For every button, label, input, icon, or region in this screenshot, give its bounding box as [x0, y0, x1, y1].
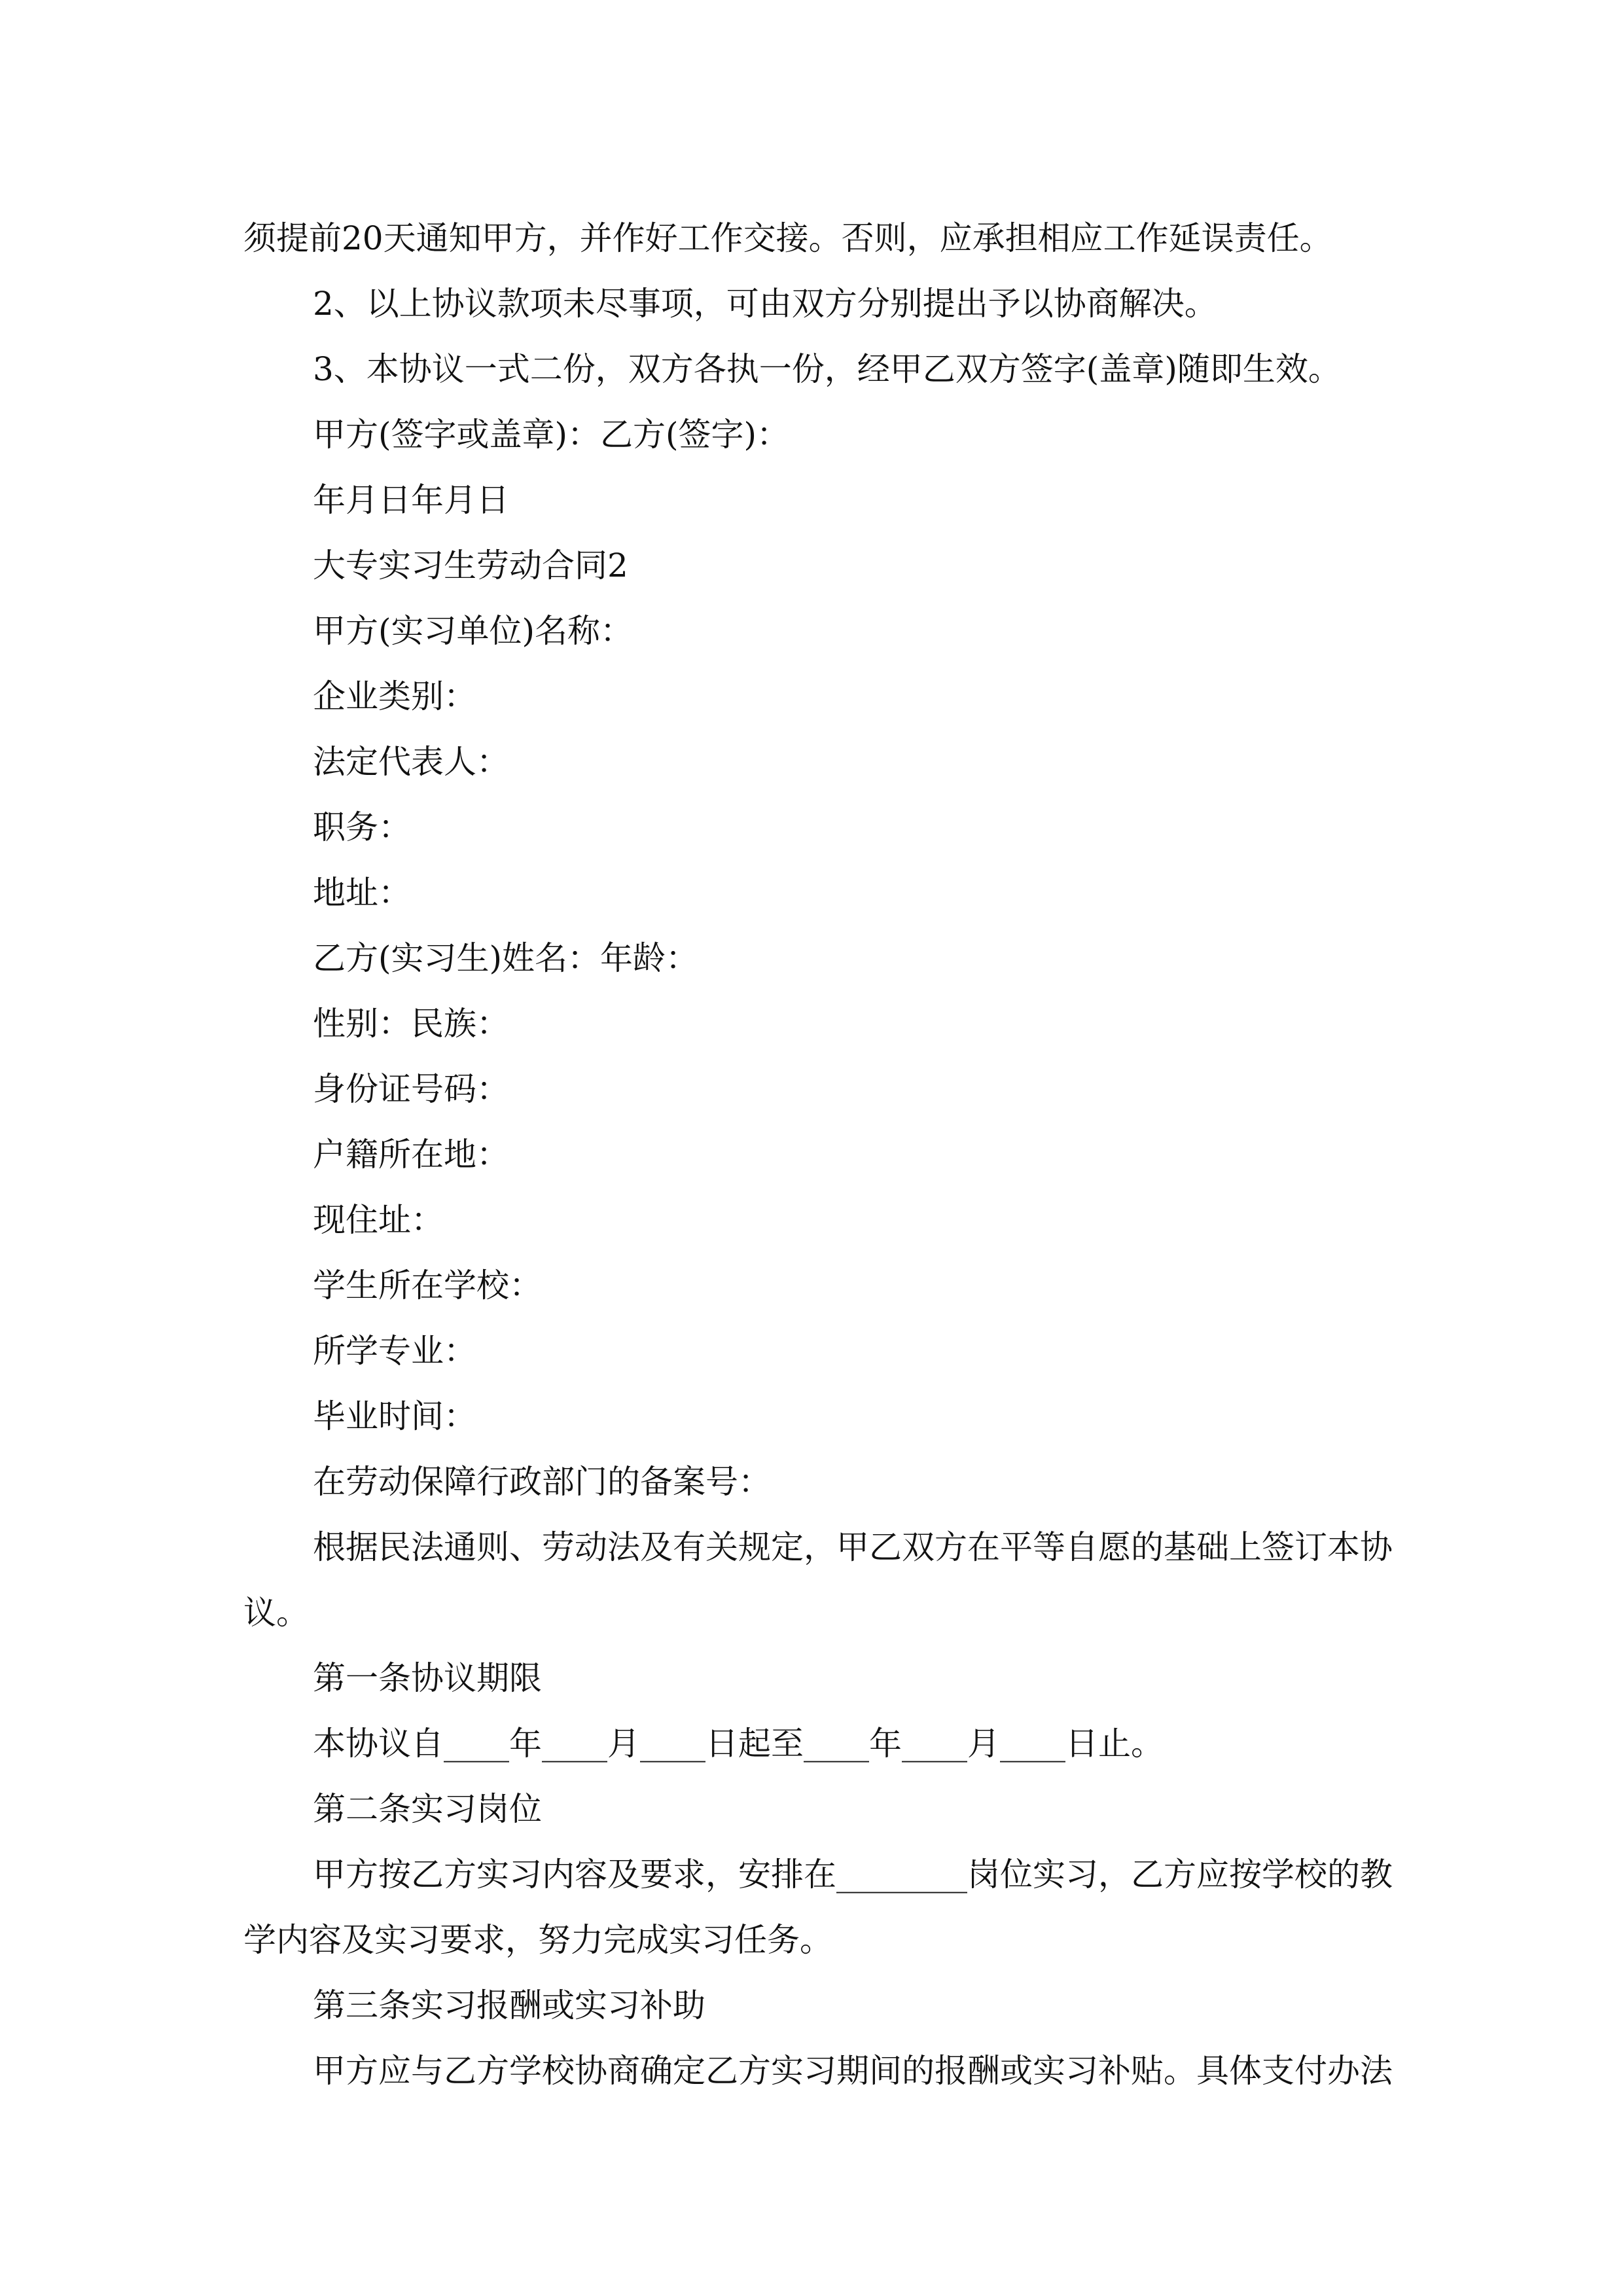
- article-heading: 第二条实习岗位: [313, 1790, 542, 1828]
- paragraph-line: 议。: [243, 1594, 309, 1632]
- paragraph-line: 须提前20天通知甲方，并作好工作交接。否则，应承担相应工作延误责任。: [243, 219, 1332, 257]
- field-label: 甲方(实习单位)名称：: [313, 612, 633, 650]
- field-label: 乙方(实习生)姓名：年龄：: [313, 939, 699, 977]
- field-label: 地址：: [313, 874, 411, 912]
- paragraph-line: 甲方应与乙方学校协商确定乙方实习期间的报酬或实习补贴。具体支付办法: [313, 2052, 1393, 2090]
- date-line: 年月日年月日: [313, 481, 509, 519]
- contract-title: 大专实习生劳动合同2: [313, 547, 628, 584]
- field-label: 户籍所在地：: [313, 1136, 509, 1174]
- field-label: 所学专业：: [313, 1332, 476, 1370]
- field-label: 性别：民族：: [313, 1005, 509, 1043]
- field-label: 在劳动保障行政部门的备案号：: [313, 1463, 771, 1501]
- field-label: 现住址：: [313, 1201, 444, 1239]
- document-body: [243, 206, 1393, 2104]
- article-heading: 第一条协议期限: [313, 1659, 542, 1697]
- field-label: 法定代表人：: [313, 743, 509, 781]
- field-label: 毕业时间：: [313, 1397, 476, 1435]
- field-label: 职务：: [313, 808, 411, 846]
- field-label: 企业类别：: [313, 677, 476, 715]
- field-label: 学生所在学校：: [313, 1266, 542, 1304]
- paragraph-line: 2、以上协议款项未尽事项，可由双方分别提出予以协商解决。: [313, 285, 1217, 323]
- paragraph-line: 学内容及实习要求，努力完成实习任务。: [243, 1921, 832, 1959]
- paragraph-line: 本协议自____年____月____日起至____年____月____日止。: [313, 1725, 1164, 1763]
- field-label: 身份证号码：: [313, 1070, 509, 1108]
- signature-line: 甲方(签字或盖章)：乙方(签字)：: [313, 416, 790, 454]
- paragraph-line: 甲方按乙方实习内容及要求，安排在________岗位实习，乙方应按学校的教: [313, 1856, 1393, 1893]
- article-heading: 第三条实习报酬或实习补助: [313, 1986, 705, 2024]
- paragraph-line: 3、本协议一式二份，双方各执一份，经甲乙双方签字(盖章)随即生效。: [313, 350, 1341, 388]
- paragraph-line: 根据民法通则、劳动法及有关规定，甲乙双方在平等自愿的基础上签订本协: [313, 1528, 1393, 1566]
